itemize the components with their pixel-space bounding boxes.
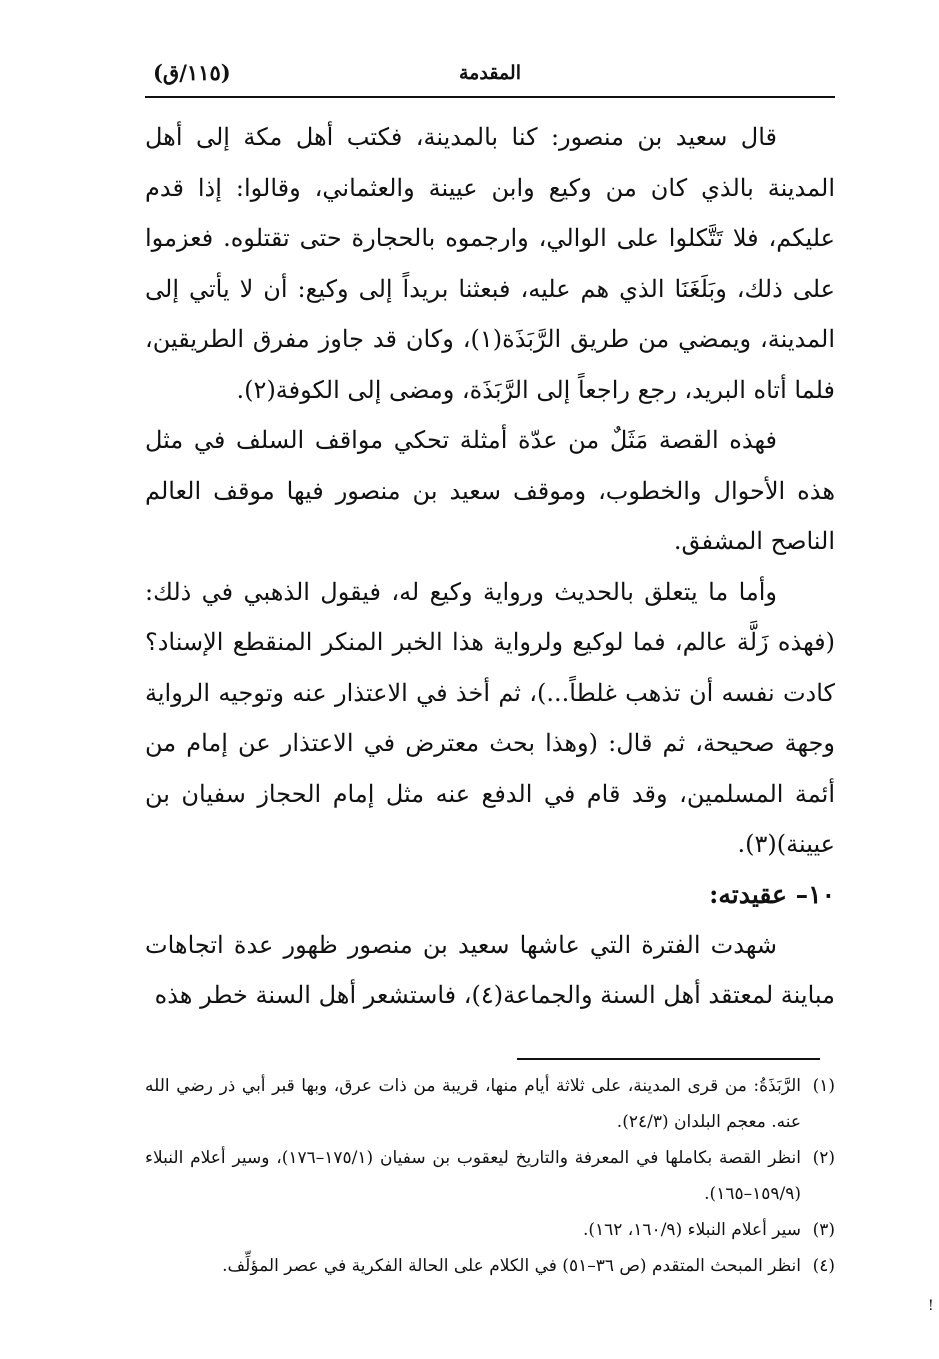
footnote-separator: [517, 1058, 820, 1060]
footnote-text: سير أعلام النبلاء (١٦٠/٩، ١٦٢).: [582, 1220, 801, 1240]
main-text: [145, 112, 835, 1021]
paragraph-story: قال سعيد بن منصور: كنا بالمدينة، فكتب أهل مكة إلى أهل المدينة بالذي كان من وكيع وابن عيينة والعثماني، وقالوا: إذا قدم عليكم، فلا تَتَّكلوا على الوالي، وارجموه بالحجارة حتى تقتلوه. فعزموا على ذلك، وبَلَغَنَا الذي هم عليه، فبعثنا بريداً إلى وكيع: أن لا يأتي إلى المدينة، ويمضي من طريق الرَّبَذَة(١)، وكان قد جاوز مفرق الطريقين، فلما أتاه البريد، رجع راجعاً إلى الرَّبَذَة، ومضى إلى الكوفة(٢).: [145, 123, 836, 404]
footnote-number: (١): [812, 1076, 835, 1096]
footnote-text: انظر المبحث المتقدم (ص ٣٦–٥١) في الكلام على الحالة الفكرية في عصر المؤلِّف.: [222, 1256, 801, 1276]
section-heading: ١٠– عقيدته:: [709, 879, 835, 909]
footnote-2: [145, 1140, 835, 1212]
footnote-number: (٣): [812, 1220, 835, 1240]
paragraph-dhahabi: وأما ما يتعلق بالحديث ورواية وكيع له، فيقول الذهبي في ذلك: (فهذه زَلَّة عالم، فما لوكيع ولرواية هذا الخبر المنكر المنقطع الإسناد؟ كادت نفسه أن تذهب غلطاً...)، ثم أخذ في الاعتذار عنه وتوجيه الرواية وجهة صحيحة، ثم قال: (وهذا بحث معترض في الاعتذار عن إمام من أئمة المسلمين، وقد قام في الدفع عنه مثل إمام الحجاز سفيان بن عيينة)(٣).: [145, 577, 835, 858]
paragraph-aqidah: شهدت الفترة التي عاشها سعيد بن منصور ظهور عدة اتجاهات مباينة لمعتقد أهل السنة والجماعة(٤)، فاستشعر أهل السنة خطر هذه: [145, 930, 835, 1009]
footnote-text: الرَّبَذَةُ: من قرى المدينة، على ثلاثة أيام منها، قريبة من ذات عرق، وبها قبر أبي ذر رضي الله عنه. معجم البلدان (٢٤/٣).: [145, 1076, 801, 1132]
footnote-number: (٢): [812, 1148, 835, 1168]
running-title: المقدمة: [458, 62, 521, 84]
margin-mark: !: [928, 1298, 934, 1314]
footnote-3: [145, 1212, 835, 1248]
footnote-1: [145, 1068, 835, 1140]
page-header: [145, 56, 835, 98]
paragraph-commentary: فهذه القصة مَثَلٌ من عدّة أمثلة تحكي مواقف السلف في مثل هذه الأحوال والخطوب، وموقف سعيد بن منصور فيها موقف العالم الناصح المشفق.: [145, 426, 835, 555]
footnotes: [145, 1068, 835, 1284]
footnote-text: انظر القصة بكاملها في المعرفة والتاريخ ليعقوب بن سفيان (١٧٥/١–١٧٦)، وسير أعلام النبلاء (١٥٩/٩–١٦٥).: [145, 1148, 801, 1204]
manuscript-page-ref: (١١٥/ق): [153, 60, 231, 85]
footnote-number: (٤): [812, 1256, 835, 1276]
footnote-4: [145, 1248, 835, 1284]
